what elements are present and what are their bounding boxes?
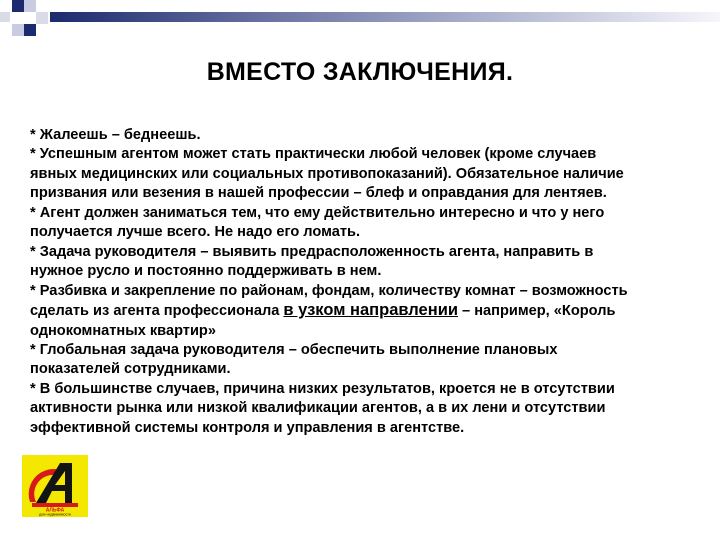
page-title: ВМЕСТО ЗАКЛЮЧЕНИЯ. [206,58,514,86]
text-line: * Разбивка и закрепление по районам, фондам, количеству комнат – возможность [30,282,628,299]
header-square-4 [12,24,24,36]
text-line: явных медицинских или социальных противопоказаний). Обязательное наличие [30,165,624,182]
text-line: однокомнатных квартир» [30,322,216,339]
logo-top-text: АЛЬФА [45,507,65,514]
text-line: получается лучше всего. Не надо его ломать. [30,224,361,241]
company-logo [22,455,88,517]
logo-base-bar [32,503,78,507]
header-square-5 [24,24,36,36]
emphasized-text: в узком направлении [283,301,458,320]
text-line: * Жалеешь – беднеешь. [30,127,201,143]
header-square-3 [24,0,36,12]
header-square-1 [0,12,10,22]
text-line: * Успешным агентом может стать практически любой человек (кроме случаев [30,146,597,163]
header-gradient-bar [50,12,720,22]
text-segment: сделать из агента профессионала [30,303,284,320]
text-line: * В большинстве случаев, причина низких результатов, кроется не в отсутствии [30,380,615,397]
header-square-6 [36,12,48,24]
logo-bottom-text: дом недвижимости [39,512,71,517]
text-line-emphasis [30,301,698,321]
text-line: * Задача руководителя – выявить предрасположенность агента, направить в [30,243,594,260]
text-line: призвания или везения в нашей профессии – блеф и оправдания для лентяев. [30,185,607,202]
body-text [30,126,698,438]
text-line: * Глобальная задача руководителя – обеспечить выполнение плановых [30,341,558,358]
text-line: эффективной системы контроля и управления в агентстве. [30,419,465,436]
text-line: нужное русло и постоянно поддерживать в нем. [30,263,382,280]
header-square-2 [12,0,24,12]
text-line: * Агент должен заниматься тем, что ему действительно интересно и что у него [30,204,605,221]
header-decoration [0,0,720,45]
text-line: активности рынка или низкой квалификации агентов, а в их лени и отсутствии [30,400,606,417]
text-segment: – например, «Король [458,303,616,320]
text-line: показателей сотрудниками. [30,361,231,378]
